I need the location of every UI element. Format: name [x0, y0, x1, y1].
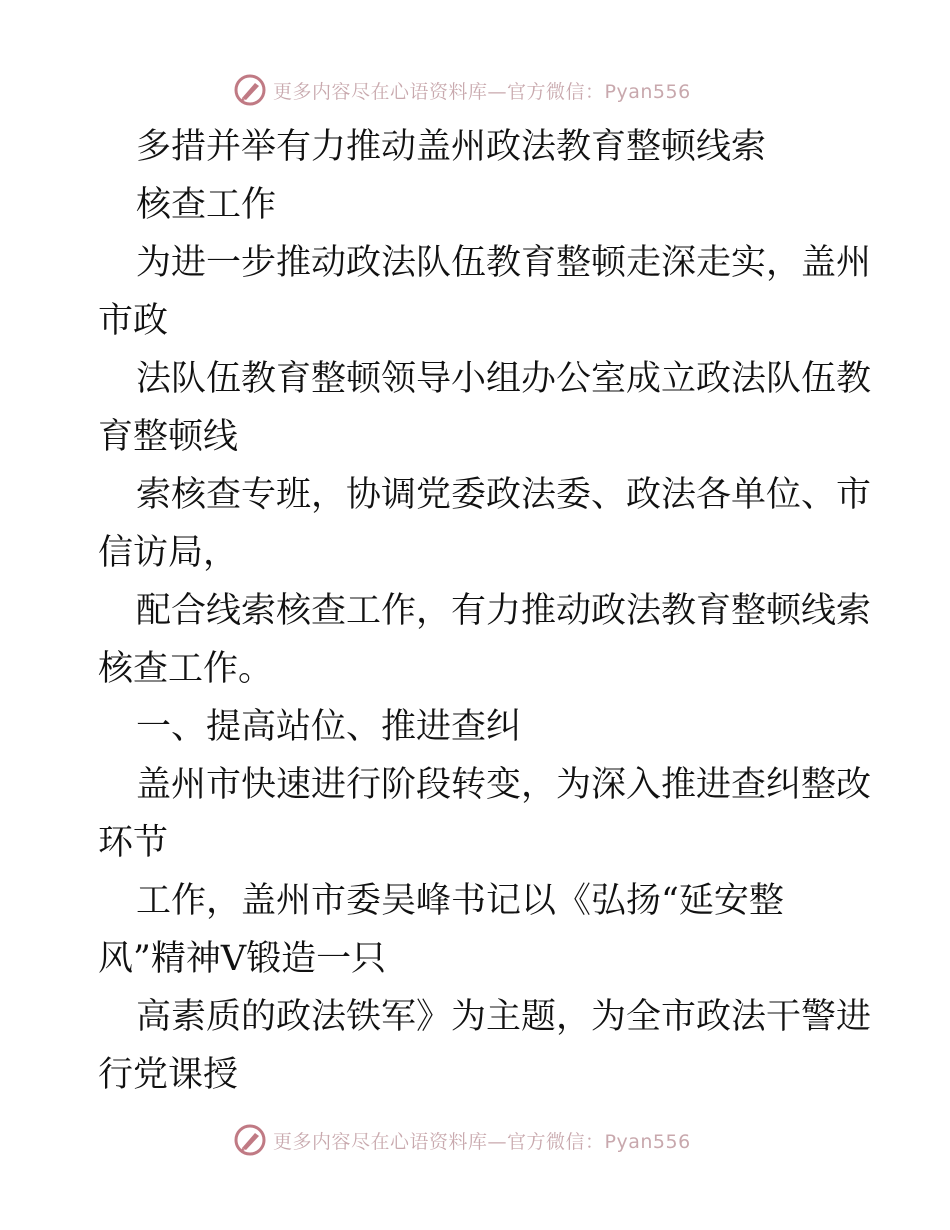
text-line: 行党课授 [98, 1055, 239, 1095]
text-line: 信访局， [98, 533, 239, 573]
header-banner [233, 72, 691, 108]
text-line: 工作，盖州市委吴峰书记以《弘扬“延安整 [136, 881, 784, 921]
text-line: 环节 [98, 823, 169, 863]
text-line: 配合线索核查工作，有力推动政法教育整顿线索 [136, 591, 872, 631]
footer-banner [233, 1122, 691, 1158]
text-line: 盖州市快速进行阶段转变，为深入推进查纠整改 [136, 765, 872, 805]
banner-wechat-id: Pyan556 [604, 80, 691, 103]
text-line: 高素质的政法铁军》为主题，为全市政法干警进 [136, 997, 872, 1037]
pen-logo-icon [233, 1123, 267, 1157]
text-line: 市政 [98, 301, 169, 341]
text-line: 核查工作。 [98, 649, 274, 689]
text-line: 风”精神V锻造一只 [98, 939, 387, 979]
banner-text: 更多内容尽在心语资料库—官方微信：Pyan556 [273, 80, 691, 103]
text-line: 一、提高站位、推进查纠 [136, 707, 522, 747]
text-line: 法队伍教育整顿领导小组办公室成立政法队伍教 [136, 359, 872, 399]
text-line: 索核查专班，协调党委政法委、政法各单位、市 [136, 475, 872, 515]
text-line: 育整顿线 [98, 417, 239, 457]
text-line: 核查工作 [136, 185, 277, 225]
text-line: 多措并举有力推动盖州政法教育整顿线索 [136, 127, 767, 167]
text-line: 为进一步推动政法队伍教育整顿走深走实，盖州 [136, 243, 872, 283]
banner-text: 更多内容尽在心语资料库—官方微信：Pyan556 [273, 1130, 691, 1153]
pen-logo-icon [233, 73, 267, 107]
document-body [98, 118, 872, 1104]
banner-wechat-id: Pyan556 [604, 1130, 691, 1153]
